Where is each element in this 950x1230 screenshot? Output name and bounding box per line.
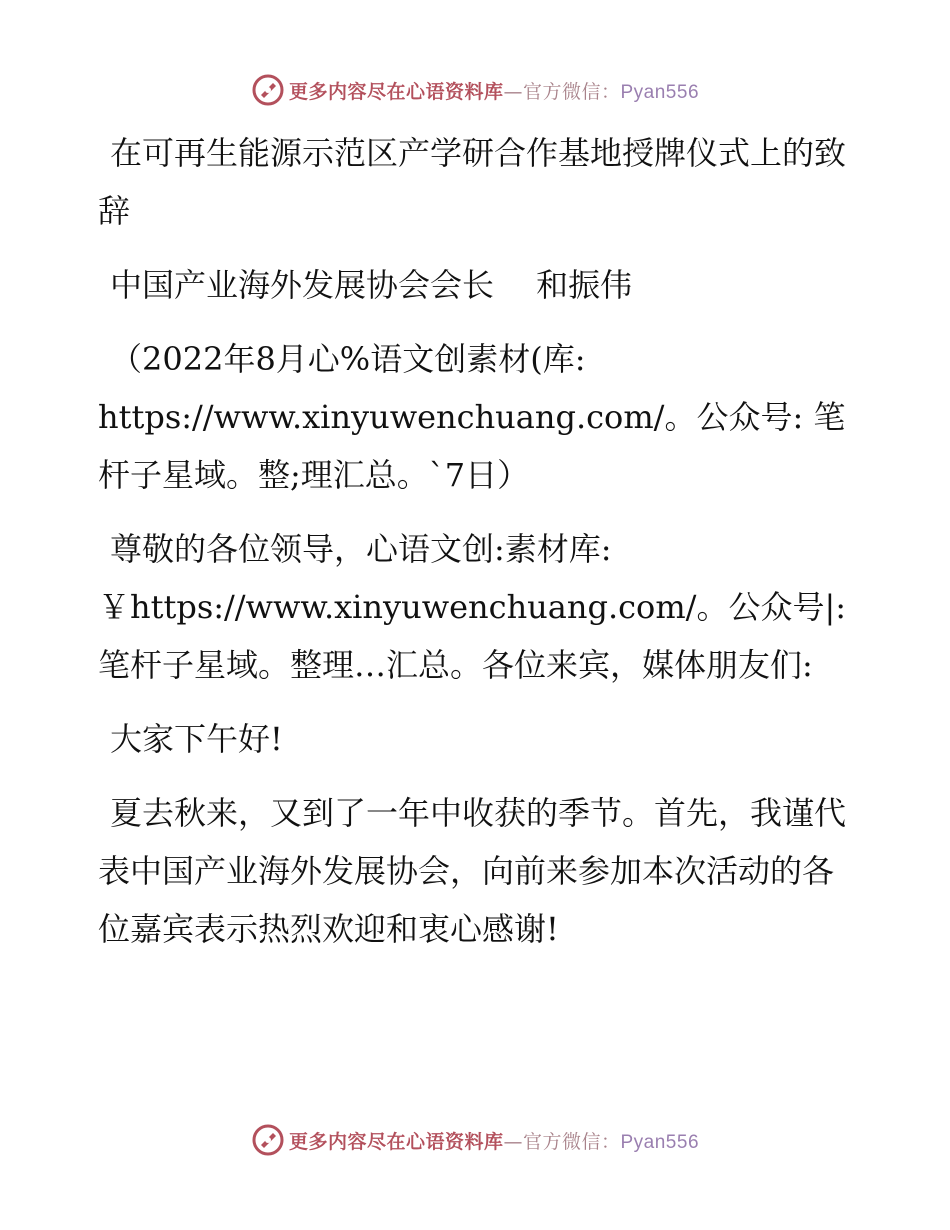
body-paragraph: 夏去秋来，又到了一年中收获的季节。首先，我谨代表中国产业海外发展协会，向前来参加本次活动的各位嘉宾表示热烈欢迎和衷心感谢!	[98, 794, 847, 948]
author-line: 中国产业海外发展协会会长 和振伟	[110, 266, 633, 304]
salutation-paragraph: 尊敬的各位领导，心语文创:素材库: ￥https://www.xinyuwenchuang.com/。公众号|: 笔杆子星域。整理…汇总。各位来宾，媒体朋友们:	[98, 530, 857, 684]
watermark-separator: —	[503, 1130, 523, 1153]
header-watermark	[0, 70, 950, 110]
watermark-brand: 更多内容尽在心语资料库	[288, 1130, 504, 1153]
greeting-paragraph: 大家下午好!	[110, 720, 283, 758]
document-title: 在可再生能源示范区产学研合作基地授牌仪式上的致辞	[98, 134, 847, 230]
date-line: （2022年8月心%语文创素材(库: https://www.xinyuwenchuang.com/。公众号: 笔杆子星域。整;理汇总。`7日）	[98, 340, 846, 494]
watermark-text	[289, 77, 699, 104]
watermark-brand: 更多内容尽在心语资料库	[288, 80, 504, 103]
document-body	[98, 124, 858, 974]
brand-logo-icon	[251, 1123, 285, 1157]
watermark-wechat-id: Pyan556	[620, 81, 700, 103]
watermark-wechat-id: Pyan556	[620, 1131, 700, 1153]
watermark-label: 官方微信：	[522, 1130, 621, 1153]
brand-logo-icon	[251, 73, 285, 107]
footer-watermark	[0, 1120, 950, 1160]
watermark-separator: —	[503, 80, 523, 103]
watermark-text	[289, 1127, 699, 1154]
watermark-label: 官方微信：	[522, 80, 621, 103]
